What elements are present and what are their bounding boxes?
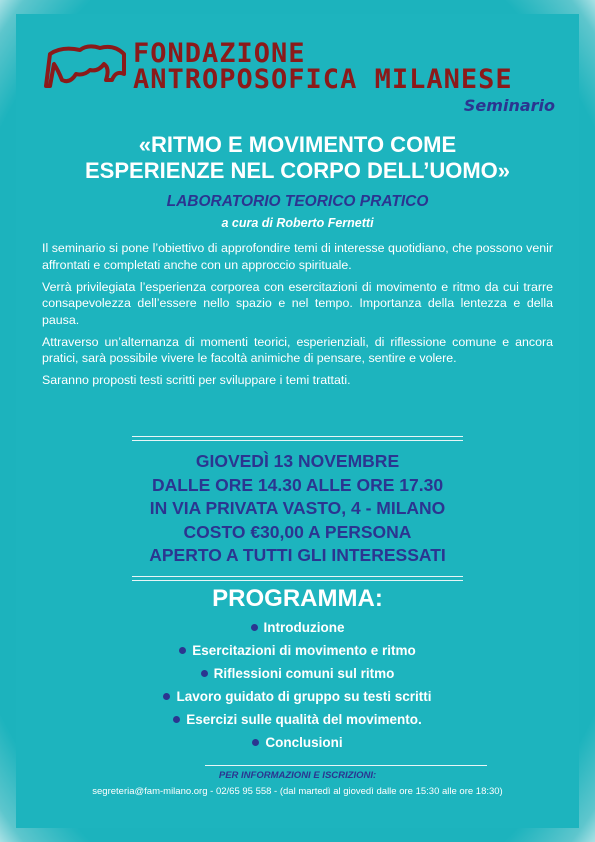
description-paragraph: Attraverso un’alternanza di momenti teorici, esperienziali, di riflessione comune e ancora pratici, sarà possibile vivere le facoltà animiche di pensare, sentire e volere. [42,334,553,365]
seminar-title-line1: «RITMO E MOVIMENTO COME [138,132,457,157]
program-item-label: Conclusioni [265,735,343,750]
program-item [0,616,595,639]
info-title: PER INFORMAZIONI E ISCRIZIONI: [218,770,377,781]
program-list [0,616,595,754]
event-place: IN VIA PRIVATA VASTO, 4 - MILANO [149,498,446,518]
event-date: GIOVEDÌ 13 NOVEMBRE [195,451,400,471]
bullet-icon [252,739,259,746]
program-item-label: Lavoro guidato di gruppo su testi scritti [176,689,432,704]
divider-top [132,436,463,441]
bullet-icon [179,647,186,654]
description [42,240,553,394]
seminar-subtitle: LABORATORIO TEORICO PRATICO [166,193,429,210]
event-details [0,450,595,568]
program-item-label: Introduzione [263,620,345,635]
curator-line: a cura di Roberto Fernetti [221,216,374,230]
program-item [0,685,595,708]
org-name-line1: FONDAZIONE [133,38,306,69]
program-item-label: Esercizi sulle qualità del movimento. [186,712,422,727]
divider-bottom [132,576,463,581]
program-item-label: Esercitazioni di movimento e ritmo [192,643,416,658]
program-item [0,708,595,731]
org-name-line2: ANTROPOSOFICA MILANESE [133,64,513,95]
description-paragraph: Il seminario si pone l’obiettivo di approfondire temi di interesse quotidiano, che possono venir affrontati e completati anche con un approccio spirituale. [42,241,553,272]
bullet-icon [173,716,180,723]
event-audience: APERTO A TUTTI GLI INTERESSATI [149,545,446,565]
bullet-icon [163,693,170,700]
contact-info: segreteria@fam-milano.org - 02/65 95 558 - (dal martedì al giovedì dalle ore 15:30 alle ore 18:30) [92,786,503,797]
bullet-icon [201,670,208,677]
event-time: DALLE ORE 14.30 ALLE ORE 17.30 [151,474,444,495]
description-paragraph: Verrà privilegiata l’esperienza corporea con esercitazioni di movimento e ritmo da cui trarre consapevolezza dell’essere nello spazio e nel tempo. Importanza della lentezza e della pausa. [42,279,553,327]
program-item-label: Riflessioni comuni sul ritmo [213,666,395,681]
seminar-title-line2: ESPERIENZE NEL CORPO DELL’UOMO» [85,158,510,183]
event-cost: COSTO €30,00 A PERSONA [183,521,412,542]
program-item [0,639,595,662]
description-paragraph: Saranno proposti testi scritti per sviluppare i temi trattati. [42,373,351,387]
foundation-logo-icon [40,40,128,92]
seminar-title [0,132,595,184]
program-title: PROGRAMMA: [212,585,383,612]
program-item [0,731,595,754]
footer-divider [205,765,487,766]
seminario-badge: Seminario [463,96,555,115]
program-item [0,662,595,685]
bullet-icon [251,624,258,631]
